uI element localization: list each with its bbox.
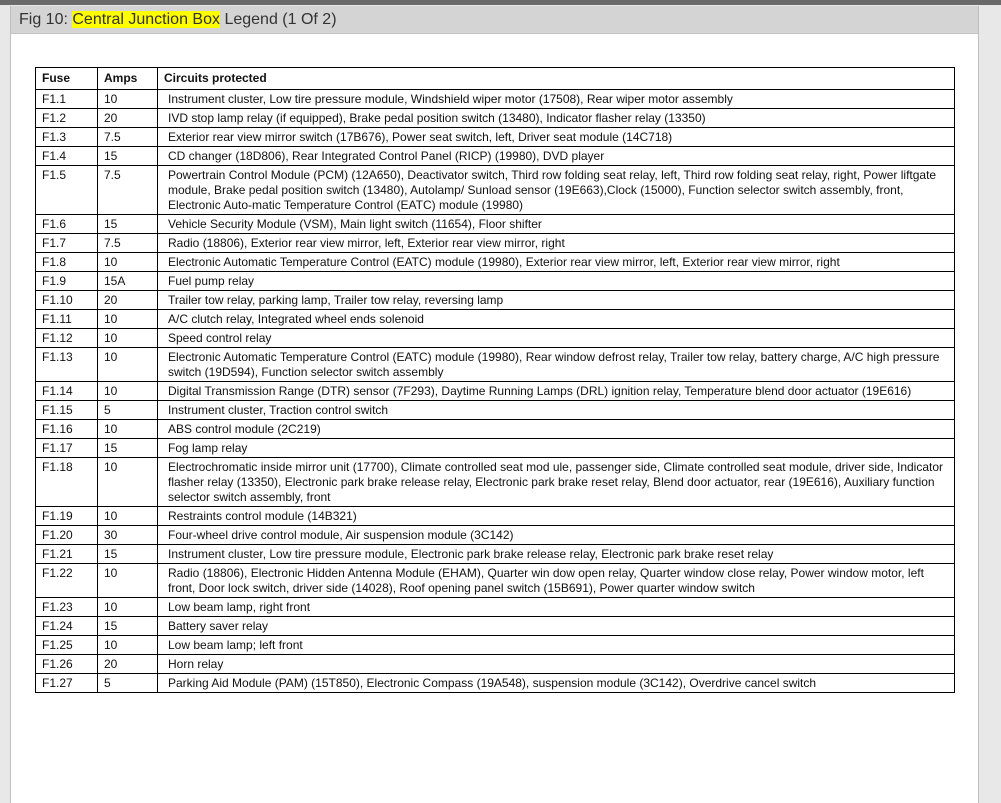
circuits-cell: Radio (18806), Electronic Hidden Antenna Module (EHAM), Quarter win dow open relay, Quarter window close relay, Power window motor, left front, Door lock switch, driver side (14028), Roof opening panel switch (15B691), Power quarter window switch [158,564,955,598]
amps-cell: 7.5 [98,234,158,253]
fuse-cell: F1.22 [36,564,98,598]
fuse-cell: F1.5 [36,166,98,215]
circuits-cell: IVD stop lamp relay (if equipped), Brake pedal position switch (13480), Indicator flasher relay (13350) [158,109,955,128]
header-fuse: Fuse [36,68,98,90]
amps-cell: 20 [98,109,158,128]
document-frame [10,6,979,803]
amps-cell: 15 [98,439,158,458]
fuse-cell: F1.16 [36,420,98,439]
fuse-legend-table [35,67,955,693]
table-row [36,439,955,458]
fuse-cell: F1.24 [36,617,98,636]
circuits-cell: Instrument cluster, Low tire pressure module, Electronic park brake release relay, Electronic park brake reset relay [158,545,955,564]
table-row [36,526,955,545]
table-row [36,272,955,291]
circuits-cell: Electrochromatic inside mirror unit (17700), Climate controlled seat mod ule, passenger side, Climate controlled seat module, driver side, Indicator flasher relay (13350), Electronic park brake release relay, Electronic park brake reset relay, Blend door actuator, rear (19E616), Auxiliary function selector switch assembly, front [158,458,955,507]
fuse-cell: F1.6 [36,215,98,234]
fuse-cell: F1.20 [36,526,98,545]
table-row [36,147,955,166]
caption-highlight: Central Junction Box [72,11,220,28]
amps-cell: 30 [98,526,158,545]
table-row [36,215,955,234]
amps-cell: 15A [98,272,158,291]
circuits-cell: Instrument cluster, Low tire pressure module, Windshield wiper motor (17508), Rear wiper motor assembly [158,90,955,109]
amps-cell: 20 [98,291,158,310]
amps-cell: 10 [98,598,158,617]
table-row [36,636,955,655]
fuse-cell: F1.19 [36,507,98,526]
circuits-cell: Fog lamp relay [158,439,955,458]
circuits-cell: Vehicle Security Module (VSM), Main light switch (11654), Floor shifter [158,215,955,234]
table-row [36,329,955,348]
table-row [36,545,955,564]
figure-caption [11,6,978,34]
fuse-cell: F1.14 [36,382,98,401]
table-row [36,291,955,310]
amps-cell: 15 [98,147,158,166]
table-row [36,166,955,215]
circuits-cell: Low beam lamp, right front [158,598,955,617]
amps-cell: 10 [98,507,158,526]
circuits-cell: Parking Aid Module (PAM) (15T850), Electronic Compass (19A548), suspension module (3C142), Overdrive cancel switch [158,674,955,693]
table-row [36,234,955,253]
circuits-cell: Radio (18806), Exterior rear view mirror, left, Exterior rear view mirror, right [158,234,955,253]
circuits-cell: Trailer tow relay, parking lamp, Trailer tow relay, reversing lamp [158,291,955,310]
table-row [36,310,955,329]
fuse-cell: F1.11 [36,310,98,329]
circuits-cell: Digital Transmission Range (DTR) sensor (7F293), Daytime Running Lamps (DRL) ignition relay, Temperature blend door actuator (19E616) [158,382,955,401]
fuse-cell: F1.2 [36,109,98,128]
amps-cell: 5 [98,401,158,420]
fuse-cell: F1.17 [36,439,98,458]
circuits-cell: Low beam lamp; left front [158,636,955,655]
circuits-cell: Electronic Automatic Temperature Control (EATC) module (19980), Exterior rear view mirror, left, Exterior rear view mirror, right [158,253,955,272]
amps-cell: 10 [98,636,158,655]
circuits-cell: A/C clutch relay, Integrated wheel ends solenoid [158,310,955,329]
fuse-cell: F1.12 [36,329,98,348]
table-row [36,617,955,636]
amps-cell: 10 [98,253,158,272]
circuits-cell: Restraints control module (14B321) [158,507,955,526]
amps-cell: 7.5 [98,128,158,147]
table-body [36,90,955,693]
fuse-cell: F1.1 [36,90,98,109]
amps-cell: 15 [98,545,158,564]
header-amps: Amps [98,68,158,90]
table-row [36,420,955,439]
amps-cell: 5 [98,674,158,693]
fuse-cell: F1.25 [36,636,98,655]
table-row [36,109,955,128]
caption-suffix: Legend (1 Of 2) [220,11,337,28]
amps-cell: 10 [98,348,158,382]
fuse-cell: F1.8 [36,253,98,272]
amps-cell: 10 [98,90,158,109]
circuits-cell: Horn relay [158,655,955,674]
fuse-cell: F1.21 [36,545,98,564]
table-row [36,128,955,147]
fuse-cell: F1.10 [36,291,98,310]
amps-cell: 15 [98,617,158,636]
table-row [36,253,955,272]
header-circuits: Circuits protected [158,68,955,90]
table-row [36,674,955,693]
table-row [36,382,955,401]
fuse-cell: F1.3 [36,128,98,147]
circuits-cell: CD changer (18D806), Rear Integrated Control Panel (RICP) (19980), DVD player [158,147,955,166]
amps-cell: 10 [98,420,158,439]
amps-cell: 10 [98,329,158,348]
fuse-cell: F1.15 [36,401,98,420]
circuits-cell: Four-wheel drive control module, Air suspension module (3C142) [158,526,955,545]
fuse-cell: F1.9 [36,272,98,291]
amps-cell: 20 [98,655,158,674]
amps-cell: 15 [98,215,158,234]
fuse-cell: F1.27 [36,674,98,693]
table-row [36,90,955,109]
table-row [36,348,955,382]
table-row [36,401,955,420]
circuits-cell: Powertrain Control Module (PCM) (12A650), Deactivator switch, Third row folding seat relay, left, Third row folding seat relay, right, Power liftgate module, Brake pedal position switch (13480), Autolamp/ Sunload sensor (19E663),Clock (15000), Function selector switch assembly, front, Electronic Auto-matic Temperature Control (EATC) module (19980) [158,166,955,215]
table-row [36,458,955,507]
table-row [36,598,955,617]
fuse-cell: F1.23 [36,598,98,617]
table-header-row [36,68,955,90]
fuse-cell: F1.7 [36,234,98,253]
caption-prefix: Fig 10: [19,11,73,28]
circuits-cell: Speed control relay [158,329,955,348]
amps-cell: 10 [98,458,158,507]
circuits-cell: Battery saver relay [158,617,955,636]
fuse-cell: F1.13 [36,348,98,382]
table-row [36,655,955,674]
amps-cell: 10 [98,382,158,401]
circuits-cell: Exterior rear view mirror switch (17B676), Power seat switch, left, Driver seat module (14C718) [158,128,955,147]
amps-cell: 10 [98,564,158,598]
table-row [36,564,955,598]
circuits-cell: Fuel pump relay [158,272,955,291]
window-top-bar [0,0,1001,5]
table-row [36,507,955,526]
amps-cell: 7.5 [98,166,158,215]
fuse-cell: F1.18 [36,458,98,507]
fuse-cell: F1.26 [36,655,98,674]
fuse-cell: F1.4 [36,147,98,166]
circuits-cell: Instrument cluster, Traction control switch [158,401,955,420]
circuits-cell: ABS control module (2C219) [158,420,955,439]
circuits-cell: Electronic Automatic Temperature Control (EATC) module (19980), Rear window defrost relay, Trailer tow relay, battery charge, A/C high pressure switch (19D594), Function selector switch assembly [158,348,955,382]
amps-cell: 10 [98,310,158,329]
